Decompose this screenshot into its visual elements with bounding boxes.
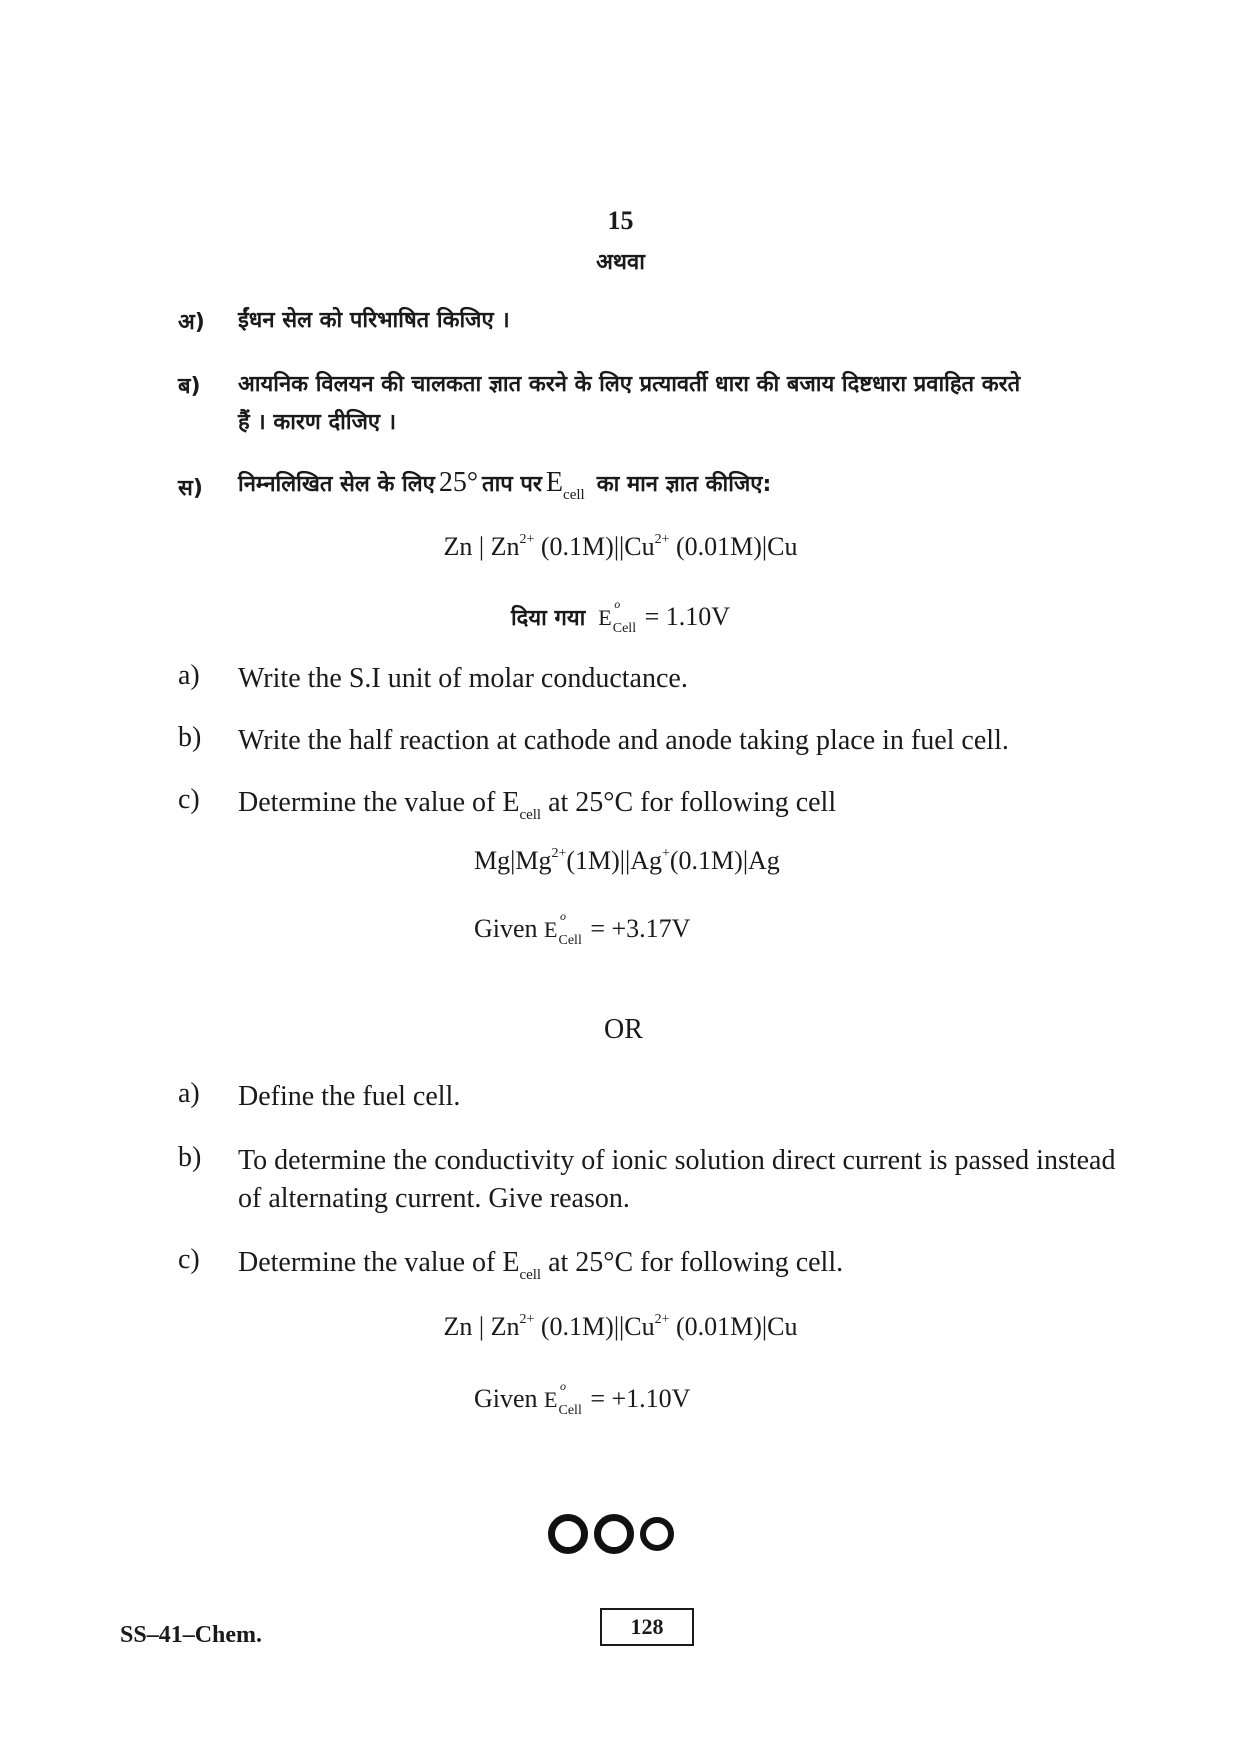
english2-a-text: Define the fuel cell. [238, 1081, 461, 1112]
hindi-c-label: स) [178, 476, 203, 501]
english1-given-value: = +3.17V [590, 914, 691, 943]
hindi-c-text-1: निम्नलिखित सेल के लिए [238, 472, 435, 497]
english2-cell-equation: Zn | $Zn^{2+}$ $(0.1M)||Cu^{2+}$ (0.01M)|Cu [443, 1312, 798, 1341]
english1-a-text: Write the S.I unit of molar conductance. [238, 663, 688, 694]
hindi-a-label: अ) [178, 310, 205, 335]
hindi-c-temp: 25° [438, 467, 479, 498]
english2-c-label: c) [178, 1244, 200, 1275]
hindi-b-line1: आयनिक विलयन की चालकता ज्ञात करने के लिए प्रत्यावर्ती धारा की बजाय दिष्टधारा प्रवाहित करते [238, 372, 1021, 397]
or-english: OR [604, 1014, 643, 1045]
hindi-given [0, 597, 1241, 637]
english2-given-value: = +1.10V [590, 1384, 691, 1413]
or-hindi: अथवा [596, 250, 645, 275]
hindi-b-label: ब) [178, 374, 201, 399]
hindi-c-text-3: का मान ज्ञात कीजिए: [596, 472, 772, 497]
hindi-c-ecell: $E_{cell}$ [545, 467, 585, 503]
end-ornament [548, 1514, 674, 1554]
english2-b-line2: of alternating current. Give reason. [238, 1183, 630, 1214]
paper-code: SS–41–Chem. [120, 1622, 263, 1648]
hindi-given-value: = 1.10V [644, 602, 731, 631]
english1-a-label: a) [178, 660, 200, 691]
ring-icon [640, 1517, 674, 1551]
english2-b-line1: To determine the conductivity of ionic solution direct current is passed instead [238, 1145, 1116, 1176]
english1-given [474, 909, 691, 949]
english2-c-text: Determine the value of $E_{cell}$ at 25°C for following cell. [238, 1247, 844, 1283]
english2-a-label: a) [178, 1078, 200, 1109]
english1-b-text: Write the half reaction at cathode and anode taking place in fuel cell. [238, 725, 1009, 756]
english2-given-label: Given [474, 1384, 538, 1413]
e-cell-standard-symbol: E o $_{Cell}$ [598, 597, 637, 636]
english2-b-label: b) [178, 1142, 202, 1173]
ring-icon [594, 1514, 634, 1554]
hindi-c-text [238, 464, 1138, 506]
ring-icon [548, 1514, 588, 1554]
page-number: 128 [600, 1608, 694, 1646]
english1-given-label: Given [474, 914, 538, 943]
english1-cell-equation: $Mg|Mg^{2+}(1M)||Ag^+(0.1M)|Ag$ [474, 846, 780, 875]
hindi-given-label: दिया गया [510, 606, 586, 631]
hindi-cell-equation: Zn | $Zn^{2+}$ $(0.1M)||Cu^{2+}$ (0.01M)|Cu [443, 532, 798, 561]
english2-given [474, 1379, 691, 1419]
question-number: 15 [607, 206, 634, 235]
e-cell-standard-symbol: E o $_{Cell}$ [544, 1379, 582, 1418]
english1-c-label: c) [178, 784, 200, 815]
hindi-a-text: ईंधन सेल को परिभाषित किजिए । [238, 308, 510, 333]
hindi-b-line2: हैं । कारण दीजिए । [238, 410, 397, 435]
hindi-c-text-2: ताप पर [482, 472, 542, 497]
english1-c-text: Determine the value of $E_{cell}$ at 25°C for following cell [238, 787, 837, 823]
english1-b-label: b) [178, 722, 202, 753]
e-cell-standard-symbol: E o $_{Cell}$ [544, 909, 582, 948]
